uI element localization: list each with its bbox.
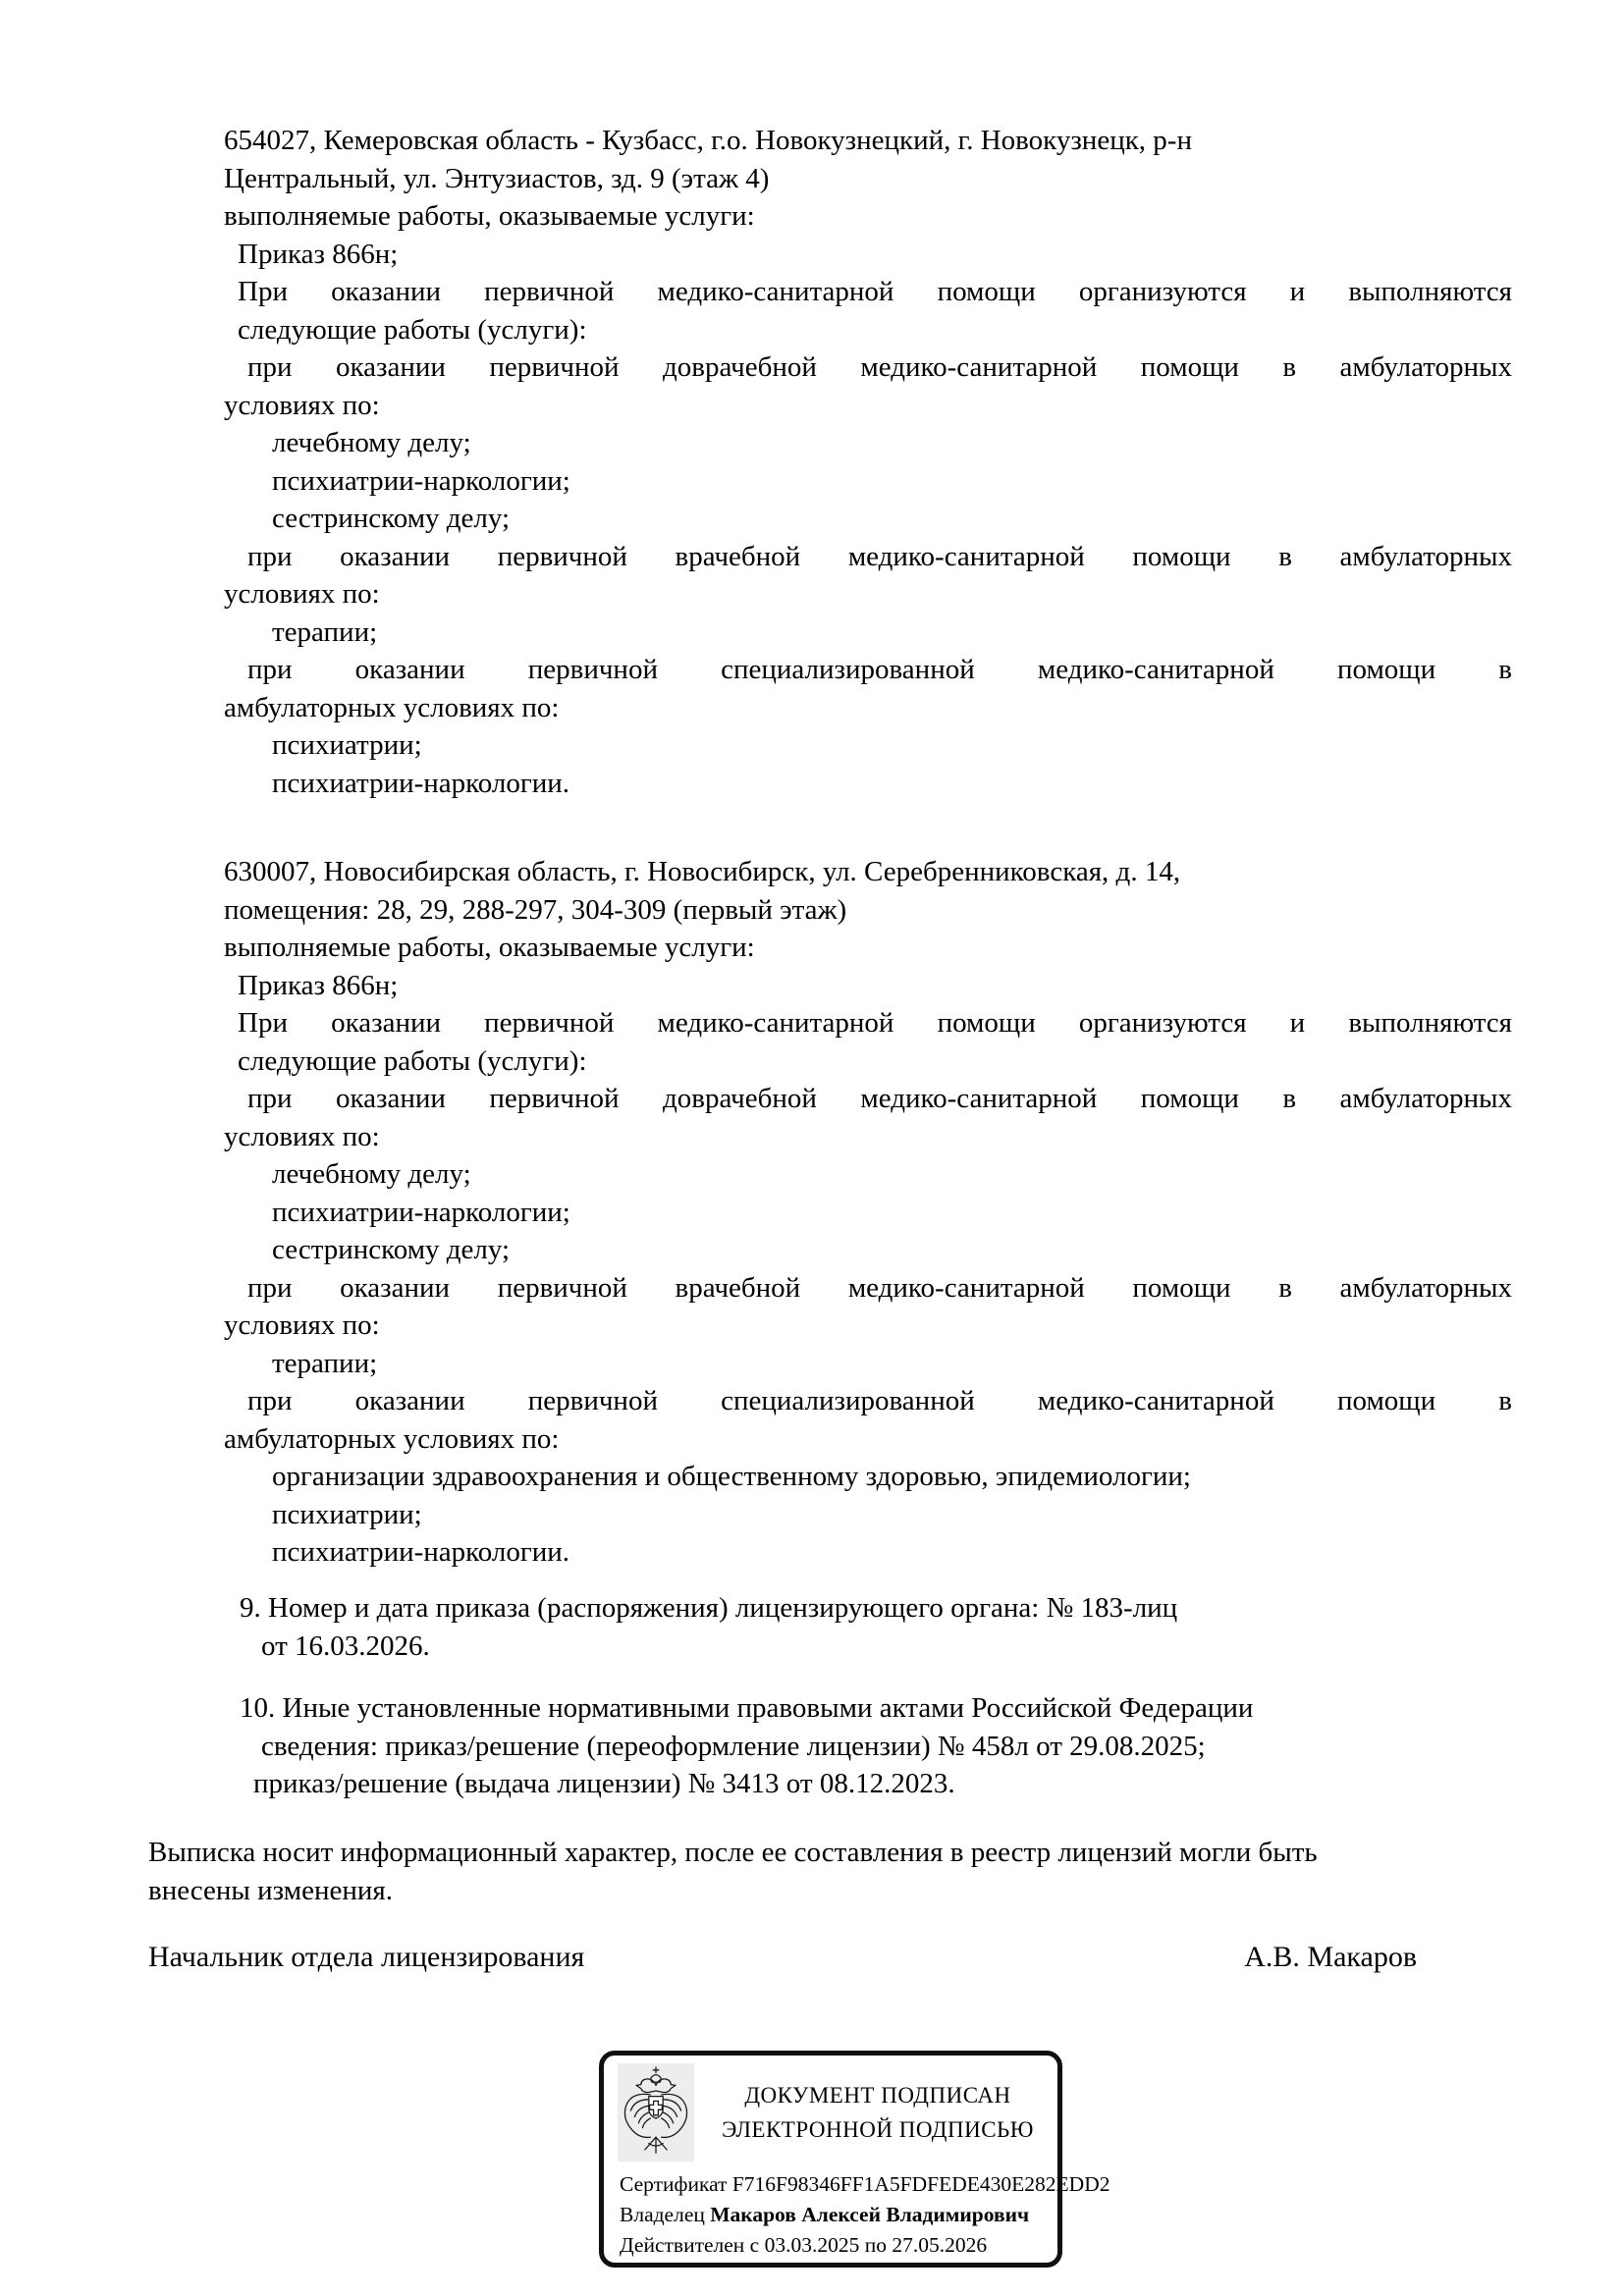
text-line: 10. Иные установленные нормативными правовыми актами Российской Федерации — [240, 1692, 1254, 1724]
signature-row — [148, 1938, 1417, 1976]
text-line: сестринскому делу; — [272, 1234, 511, 1265]
signer-name: А.В. Макаров — [1244, 1941, 1417, 1973]
validity-line: Действителен с 03.03.2025 по 27.05.2026 — [620, 2233, 988, 2257]
informational-note — [148, 1834, 1509, 1909]
text-line: условиях по: — [224, 1309, 380, 1341]
text-line: психиатрии-наркологии. — [272, 767, 570, 799]
text-line: при оказании первичной врачебной медико-санитарной помощи в амбулаторных — [247, 1271, 1512, 1304]
text-line: 9. Номер и дата приказа (распоряжения) лицензирующего органа: № 183-лиц — [240, 1592, 1178, 1624]
text-line: при оказании первичной специализированной медико-санитарной помощи в — [247, 1385, 1512, 1416]
text-line: терапии; — [272, 1347, 378, 1379]
text-line: Приказ 866н; — [238, 969, 399, 1001]
text-line: при оказании первичной доврачебной медико-санитарной помощи в амбулаторных — [247, 351, 1512, 383]
stamp-info — [620, 2169, 1110, 2261]
text-line: 654027, Кемеровская область - Кузбасс, г.о. Новокузнецкий, г. Новокузнецк, р-н — [224, 125, 1192, 156]
text-line: Приказ 866н; — [238, 238, 399, 270]
text-line: амбулаторных условиях по: — [224, 1422, 560, 1455]
text-line: от 16.03.2026. — [261, 1629, 430, 1662]
signer-title: Начальник отдела лицензирования — [148, 1941, 585, 1973]
text-line: выполняемые работы, оказываемые услуги: — [224, 932, 755, 963]
stamp-title-line2: ЭЛЕКТРОННОЙ ПОДПИСЬЮ — [722, 2117, 1034, 2142]
roszdravnadzor-eagle-emblem — [618, 2063, 694, 2162]
text-line: лечебному делу; — [272, 1158, 471, 1190]
owner-line: Владелец Макаров Алексей Владимирович — [620, 2203, 1030, 2226]
text-line: приказ/решение (выдача лицензии) № 3413 от 08.12.2023. — [253, 1768, 955, 1799]
text-line: психиатрии-наркологии; — [272, 1196, 570, 1228]
text-line: условиях по: — [224, 578, 380, 610]
electronic-signature-stamp — [599, 2051, 1110, 2268]
text-line: Центральный, ул. Энтузиастов, зд. 9 (этаж 4) — [224, 162, 770, 194]
text-line: сведения: приказ/решение (переоформление лицензии) № 458л от 29.08.2025; — [261, 1730, 1206, 1762]
text-line: выполняемые работы, оказываемые услуги: — [224, 200, 755, 232]
text-line: При оказании первичной медико-санитарной помощи организуются и выполняются — [238, 1007, 1512, 1039]
stamp-title — [706, 2078, 1050, 2147]
text-line: сестринскому делу; — [272, 503, 511, 534]
clause-9-order-number — [224, 1589, 1512, 1665]
text-line: помещения: 28, 29, 288-297, 304-309 (первый этаж) — [224, 893, 847, 926]
text-line: При оказании первичной медико-санитарной помощи организуются и выполняются — [238, 276, 1512, 307]
double-headed-eagle-icon — [621, 2063, 691, 2163]
text-line: при оказании первичной специализированной медико-санитарной помощи в — [247, 654, 1512, 685]
text-line: лечебному делу; — [272, 427, 471, 458]
text-line: амбулаторных условиях по: — [224, 691, 560, 723]
text-line: внесены изменения. — [148, 1874, 393, 1906]
certificate-line: Сертификат F716F98346FF1A5FDFEDE430E282EDD2 — [620, 2172, 1110, 2196]
stamp-title-line1: ДОКУМЕНТ ПОДПИСАН — [744, 2083, 1011, 2108]
text-line: при оказании первичной доврачебной медико-санитарной помощи в амбулаторных — [247, 1083, 1512, 1114]
text-line: психиатрии; — [272, 729, 422, 761]
text-line: условиях по: — [224, 389, 380, 421]
text-line: 630007, Новосибирская область, г. Новосибирск, ул. Серебренниковская, д. 14, — [224, 856, 1181, 887]
clause-10-other-info — [224, 1689, 1512, 1803]
location-block-novosibirsk — [224, 853, 1512, 1572]
text-line: психиатрии-наркологии; — [272, 464, 570, 497]
text-line: психиатрии; — [272, 1498, 422, 1530]
text-line: психиатрии-наркологии. — [272, 1536, 570, 1568]
text-line: условиях по: — [224, 1120, 380, 1152]
text-line: при оказании первичной врачебной медико-санитарной помощи в амбулаторных — [247, 540, 1512, 572]
text-line: терапии; — [272, 615, 378, 648]
location-block-kemerovo — [224, 122, 1512, 802]
text-line: следующие работы (услуги): — [238, 313, 587, 346]
text-line: организации здравоохранения и общественному здоровью, эпидемиологии; — [272, 1461, 1191, 1492]
text-line: Выписка носит информационный характер, после ее составления в реестр лицензий могли быть — [148, 1837, 1318, 1868]
text-line: следующие работы (услуги): — [238, 1044, 587, 1077]
